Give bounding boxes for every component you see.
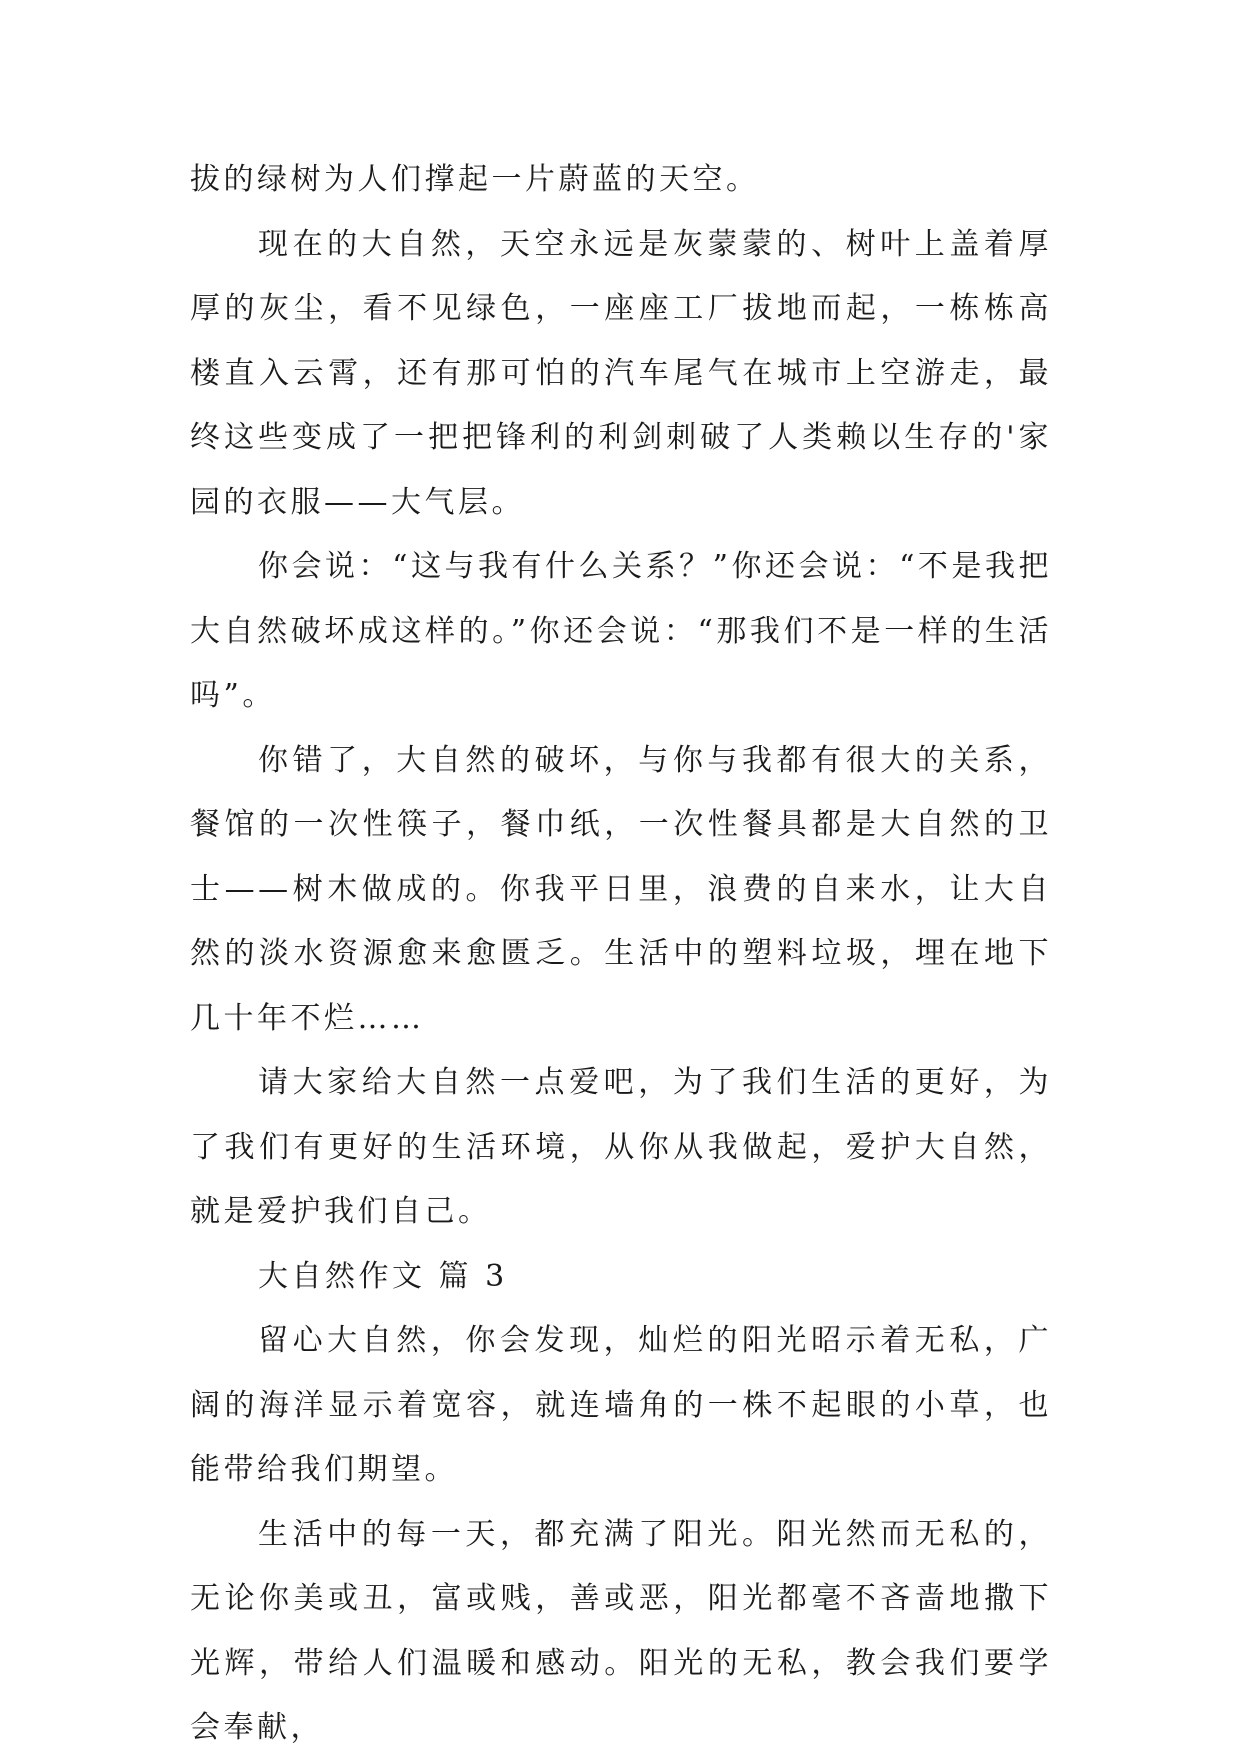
section-heading: 大自然作文 篇 3	[258, 1258, 508, 1294]
paragraph-notice-nature: 留心大自然，你会发现，灿烂的阳光昭示着无私，广阔的海洋显示着宽容，就连墙角的一株不起眼的小草，也能带给我们期望。	[190, 1323, 1052, 1487]
paragraph-call-to-action: 请大家给大自然一点爱吧，为了我们生活的更好，为了我们有更好的生活环境，从你从我做起，爱护大自然，就是爱护我们自己。	[190, 1065, 1052, 1229]
document-page	[190, 148, 1052, 1761]
paragraph-nature-now: 现在的大自然，天空永远是灰蒙蒙的、树叶上盖着厚厚的灰尘，看不见绿色，一座座工厂拔地而起，一栋栋高楼直入云霄，还有那可怕的汽车尾气在城市上空游走，最终这些变成了一把把锋利的利剑刺破了人类赖以生存的'家园的衣服——大气层。	[190, 226, 1052, 520]
paragraph-continuation: 拔的绿树为人们撑起一片蔚蓝的天空。	[190, 162, 760, 197]
paragraph-you-say: 你会说：“这与我有什么关系？”你还会说：“不是我把大自然破坏成这样的。”你还会说：“那我们不是一样的生活吗”。	[190, 549, 1052, 713]
paragraph-sunshine: 生活中的每一天，都充满了阳光。阳光然而无私的，无论你美或丑，富或贱，善或恶，阳光都毫不吝啬地撒下光辉，带给人们温暖和感动。阳光的无私，教会我们要学会奉献，	[190, 1516, 1052, 1745]
paragraph-you-are-wrong: 你错了，大自然的破坏，与你与我都有很大的关系，餐馆的一次性筷子，餐巾纸，一次性餐具都是大自然的卫士——树木做成的。你我平日里，浪费的自来水，让大自然的淡水资源愈来愈匮乏。生活中的塑料垃圾，埋在地下几十年不烂……	[190, 742, 1052, 1036]
